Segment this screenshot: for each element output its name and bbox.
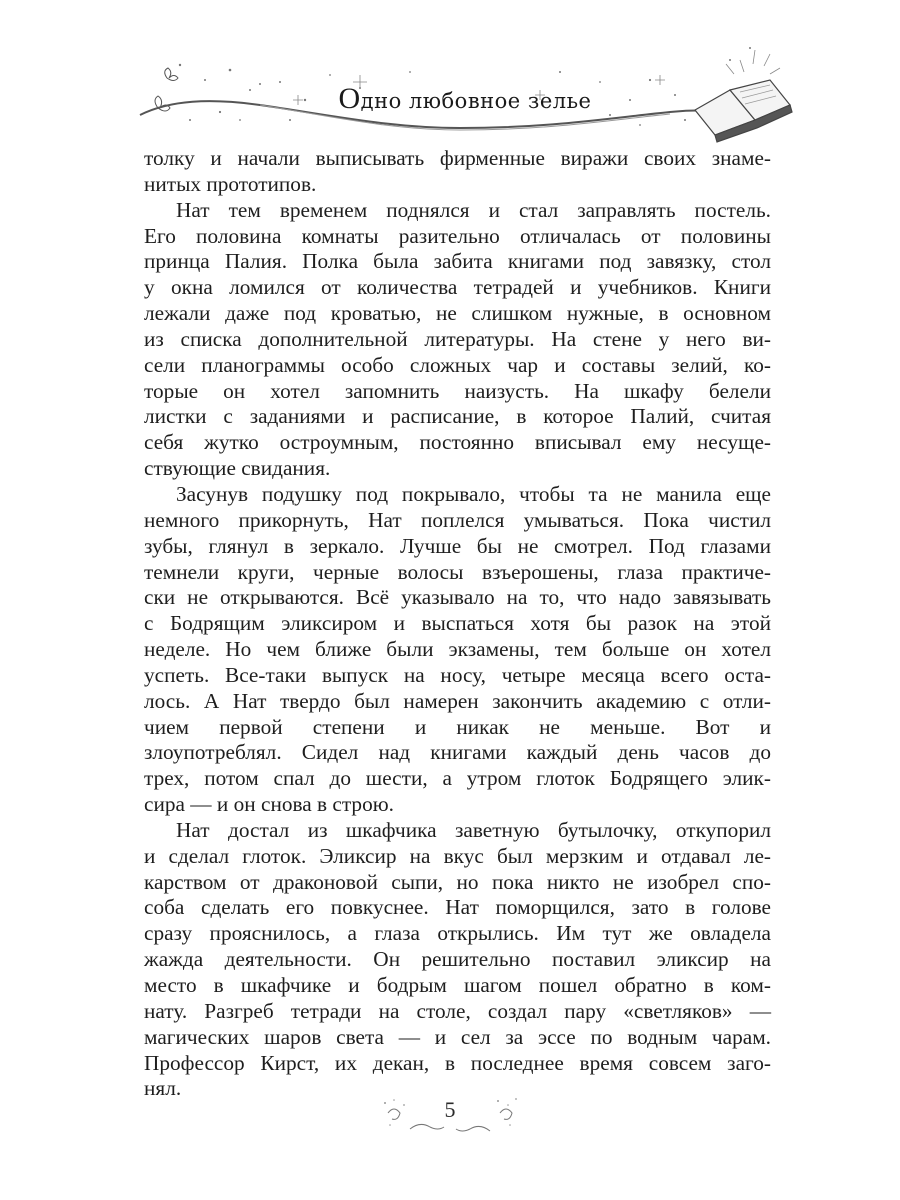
text-line: немного прикорнуть, Нат поплелся умываться. Пока чистил bbox=[144, 507, 771, 532]
text-line: и сделал глоток. Эликсир на вкус был мерзким и отдавал ле- bbox=[144, 843, 771, 868]
text-line: сразу прояснилось, а глаза открылись. Им тут же овладела bbox=[144, 921, 771, 946]
text-line: трех, потом спал до шести, а утром глоток Бодрящего элик- bbox=[144, 766, 771, 791]
text-line: лось. А Нат твердо был намерен закончить академию с отли- bbox=[144, 688, 771, 713]
text-line: нитых прототипов. bbox=[144, 171, 317, 196]
text-line: у окна ломился от количества тетрадей и учебников. Книги bbox=[144, 275, 771, 300]
text-line: Его половина комнаты разительно отличалась от половины bbox=[144, 223, 771, 248]
text-line: нату. Разгреб тетради на столе, создал пару «светляков» — bbox=[144, 998, 771, 1023]
text-line: сели планограммы особо сложных чар и составы зелий, ко- bbox=[144, 352, 771, 377]
text-line: соба сделать его повкуснее. Нат поморщился, зато в голове bbox=[144, 895, 771, 920]
running-title-initial: О bbox=[338, 82, 361, 115]
text-line: магических шаров света — и сел за эссе по водным чарам. bbox=[144, 1024, 771, 1049]
text-line: лежали даже под кроватью, не слишком нужные, в основном bbox=[144, 301, 771, 326]
page-header bbox=[130, 20, 800, 150]
text-line: место в шкафчике и бодрым шагом пошел обратно в ком- bbox=[144, 973, 771, 997]
text-line: себя жутко остроумным, постоянно вписывал ему несуще- bbox=[144, 430, 771, 455]
running-title-text: дно любовное зелье bbox=[360, 89, 592, 113]
text-line: успеть. Все-таки выпуск на носу, четыре месяца всего оста- bbox=[144, 662, 771, 687]
text-line: торые он хотел запомнить наизусть. На шкафу белели bbox=[144, 378, 771, 403]
text-line: из списка дополнительной литературы. На стене у него ви- bbox=[144, 326, 771, 351]
running-title bbox=[130, 82, 800, 116]
text-line: листки с заданиями и расписание, в которое Палий, считая bbox=[144, 404, 771, 429]
text-line: карством от драконовой сыпи, но пока никто не изобрел спо- bbox=[144, 869, 771, 894]
text-line: зубы, глянул в зеркало. Лучше бы не смотрел. Под глазами bbox=[144, 533, 771, 558]
text-line: злоупотреблял. Сидел над книгами каждый день часов до bbox=[144, 740, 771, 765]
text-line: Засунув подушку под покрывало, чтобы та не манила еще bbox=[176, 481, 771, 506]
text-line: Профессор Кирст, их декан, в последнее время совсем заго- bbox=[144, 1050, 771, 1075]
body-text bbox=[144, 146, 771, 1102]
text-line: толку и начали выписывать фирменные виражи своих знаме- bbox=[144, 146, 771, 170]
text-line: нял. bbox=[144, 1076, 182, 1101]
book-rays-icon bbox=[726, 50, 780, 74]
text-line: ски не открываются. Всё указывало на то, что надо завязывать bbox=[144, 585, 771, 610]
page-number: 5 bbox=[444, 1097, 456, 1122]
text-line: ствующие свидания. bbox=[144, 456, 331, 481]
text-line: с Бодрящим эликсиром и выспаться хотя бы разок на этой bbox=[144, 611, 771, 636]
text-line: неделе. Но чем ближе были экзамены, тем больше он хотел bbox=[144, 637, 771, 662]
text-line: жажда деятельности. Он решительно поставил эликсир на bbox=[144, 947, 771, 972]
text-line: Нат тем временем поднялся и стал заправлять постель. bbox=[176, 197, 771, 222]
text-line: Нат достал из шкафчика заветную бутылочку, откупорил bbox=[176, 817, 771, 842]
text-line: чием первой степени и никак не меньше. Вот и bbox=[144, 714, 771, 739]
text-line: темнели круги, черные волосы взъерошены, глаза практиче- bbox=[144, 559, 771, 584]
text-line: сира — и он снова в строю. bbox=[144, 792, 394, 817]
text-line: принца Палия. Полка была забита книгами под завязку, стол bbox=[144, 249, 771, 274]
page-footer bbox=[380, 1095, 520, 1140]
